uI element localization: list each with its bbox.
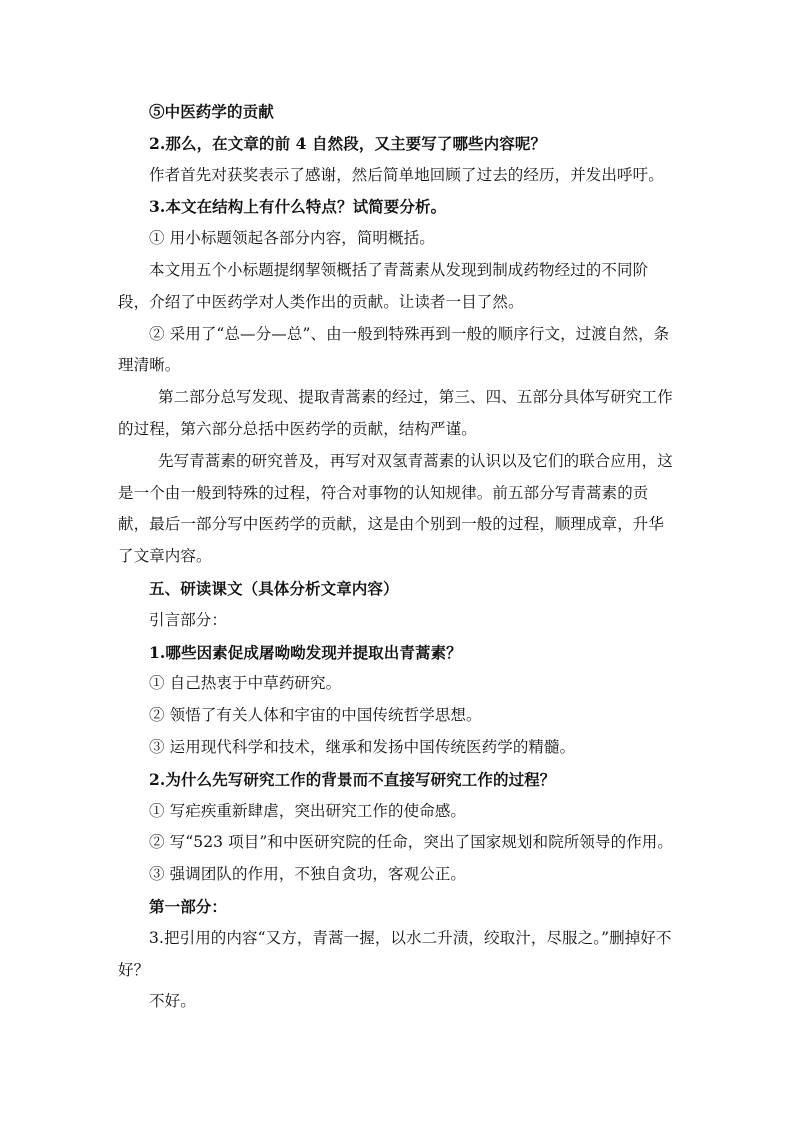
list-item-heading: ⑤中医药学的贡献 — [149, 102, 274, 121]
subsection-label: 引言部分： — [149, 610, 228, 629]
answer-point-3: ③ 运用现代科学和技术，继承和发扬中国传统医药学的精髓。 — [149, 737, 576, 756]
answer-paragraph: 先写青蒿素的研究普及，再写对双氢青蒿素的认识以及它们的联合应用，这是一个由一般到特殊的过程，符合对事物的认知规律。前五部分写青蒿素的贡献，最后一部分写中医药学的贡献，这是由个别到一般的过程，顺理成章，升华了文章内容。 — [118, 451, 673, 566]
answer-paragraph: 本文用五个小标题提纲挈领概括了青蒿素从发现到制成药物经过的不同阶段，介绍了中医药学对人类作出的贡献。让读者一目了然。 — [118, 260, 649, 311]
answer-point-2: ② 采用了“总—分—总”、由一般到特殊再到一般的顺序行文，过渡自然，条理清晰。 — [118, 324, 670, 375]
answer-paragraph: 作者首先对获奖表示了感谢，然后简单地回顾了过去的经历，并发出呼吁。 — [149, 165, 664, 184]
answer-point-2: ② 写“523 项目”和中医研究院的任命，突出了国家规划和院所领导的作用。 — [149, 833, 673, 852]
answer-paragraph: 第二部分总写发现、提取青蒿素的经过，第三、四、五部分具体写研究工作的过程，第六部分总括中医药学的贡献，结构严谨。 — [118, 388, 673, 438]
question-3-heading: 3.本文在结构上有什么特点？试简要分析。 — [149, 197, 447, 217]
answer-point-1: ① 自己热衷于中草药研究。 — [149, 674, 342, 693]
section-5-heading: 五、研读课文（具体分析文章内容） — [149, 578, 399, 598]
answer-paragraph: 不好。 — [149, 992, 196, 1011]
answer-point-1: ① 用小标题领起各部分内容，简明概括。 — [149, 229, 435, 248]
question-2-heading: 2.那么，在文章的前 4 自然段，又主要写了哪些内容呢？ — [149, 133, 547, 153]
answer-point-2: ② 领悟了有关人体和宇宙的中国传统哲学思想。 — [149, 706, 482, 725]
document-body — [118, 96, 678, 1018]
answer-point-1: ① 写疟疾重新肆虐，突出研究工作的使命感。 — [149, 801, 467, 820]
question-3-paragraph: 3.把引用的内容“又方，青蒿一握，以水二升渍，绞取汁，尽服之。”删掉好不好？ — [118, 928, 672, 979]
answer-point-3: ③ 强调团队的作用，不独自贪功，客观公正。 — [149, 865, 467, 884]
question-2-heading: 2.为什么先写研究工作的背景而不直接写研究工作的过程？ — [149, 769, 556, 789]
question-1-heading: 1.哪些因素促成屠呦呦发现并提取出青蒿素？ — [149, 642, 462, 662]
subsection-label: 第一部分： — [149, 896, 228, 916]
